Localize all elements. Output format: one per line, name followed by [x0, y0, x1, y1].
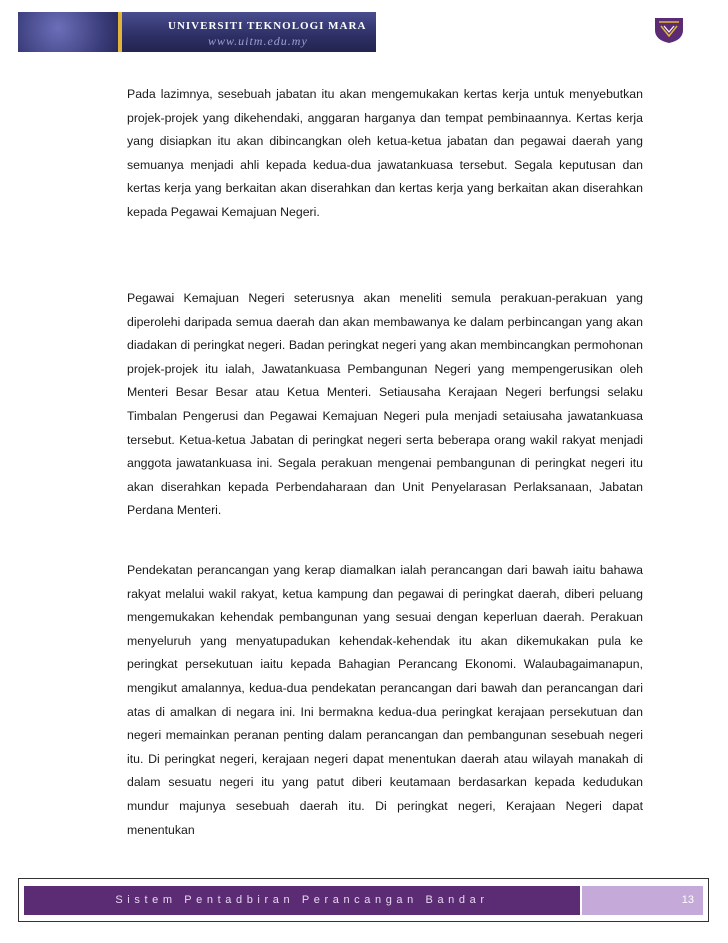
footer-title: Sistem Pentadbiran Perancangan Bandar: [115, 894, 489, 906]
university-name: UNIVERSITI TEKNOLOGI MARA: [168, 20, 367, 32]
header-banner: [18, 12, 376, 52]
university-crest-icon: [654, 16, 684, 44]
page-number: 13: [681, 894, 694, 906]
body-paragraph-3: Pendekatan perancangan yang kerap diamalkan ialah perancangan dari bawah iaitu bahawa rakyat melalui wakil rakyat, ketua kampung dan pegawai di peringkat daerah, diberi peluang mengemukakan kehendak pembangunan yang sesuai dengan keperluan daerah. Perakuan menyeluruh yang menyatupadukan kehendak-kehendak itu akan dikemukakan pula ke peringkat persekutuan iaitu kepada Bahagian Perancang Ekonomi. Walaubagaimanapun, mengikut amalannya, kedua-dua pendekatan perancangan dari bawah dan perancangan dari atas di amalkan di negara ini. Ini bermakna kedua-dua peringkat kerajaan persekutuan dan negeri memainkan peranan penting dalam perancangan dan pembangunan sesebuah negeri itu. Di peringkat negeri, kerajaan negeri dapat menentukan daerah atau wilayah manakah di dalam sesuatu negeri itu yang patut diberi keutamaan berdasarkan kepada kedudukan mundur majunya sesebuah daerah itu. Di peringkat negeri, Kerajaan Negeri dapat menentukan: [127, 563, 643, 837]
banner-gold-stripe: [118, 12, 122, 52]
body-paragraph-1: Pada lazimnya, sesebuah jabatan itu akan mengemukakan kertas kerja untuk menyebutkan projek-projek yang dikehendaki, anggaran harganya dan tempat pembinaannya. Kertas kerja yang disiapkan itu akan dibincangkan oleh ketua-ketua jabatan dan pegawai daerah yang semuanya menjadi ahli kepada kedua-dua jawatankuasa tersebut. Segala keputusan dan kertas kerja yang berkaitan akan diserahkan dan kertas kerja yang berkaitan akan diserahkan kepada Pegawai Kemajuan Negeri.: [127, 87, 643, 219]
university-url: www.uitm.edu.my: [208, 34, 308, 48]
body-paragraph-2: Pegawai Kemajuan Negeri seterusnya akan meneliti semula perakuan-perakuan yang diperolehi daripada semua daerah dan akan membawanya ke dalam perbincangan yang akan diadakan di peringkat negeri. Badan peringkat negeri yang akan membincangkan permohonan projek-projek itu ialah, Jawatankuasa Pembangunan Negeri yang mempengerusikan oleh Menteri Besar Besar atau Ketua Menteri. Setiausaha Kerajaan Negeri berfungsi selaku Timbalan Pengerusi dan Pegawai Kemajuan Negeri pula menjadi setaiusaha jawatankuasa tersebut. Ketua-ketua Jabatan di peringkat negeri serta beberapa orang wakil rakyat menjadi anggota jawatankuasa ini. Segala perakuan mengenai pembangunan di peringkat negeri itu akan diserahkan kepada Perbendaharaan dan Unit Penyelarasan Perlaksanaan, Jabatan Perdana Menteri.: [127, 291, 643, 518]
banner-decoration: [18, 12, 118, 52]
